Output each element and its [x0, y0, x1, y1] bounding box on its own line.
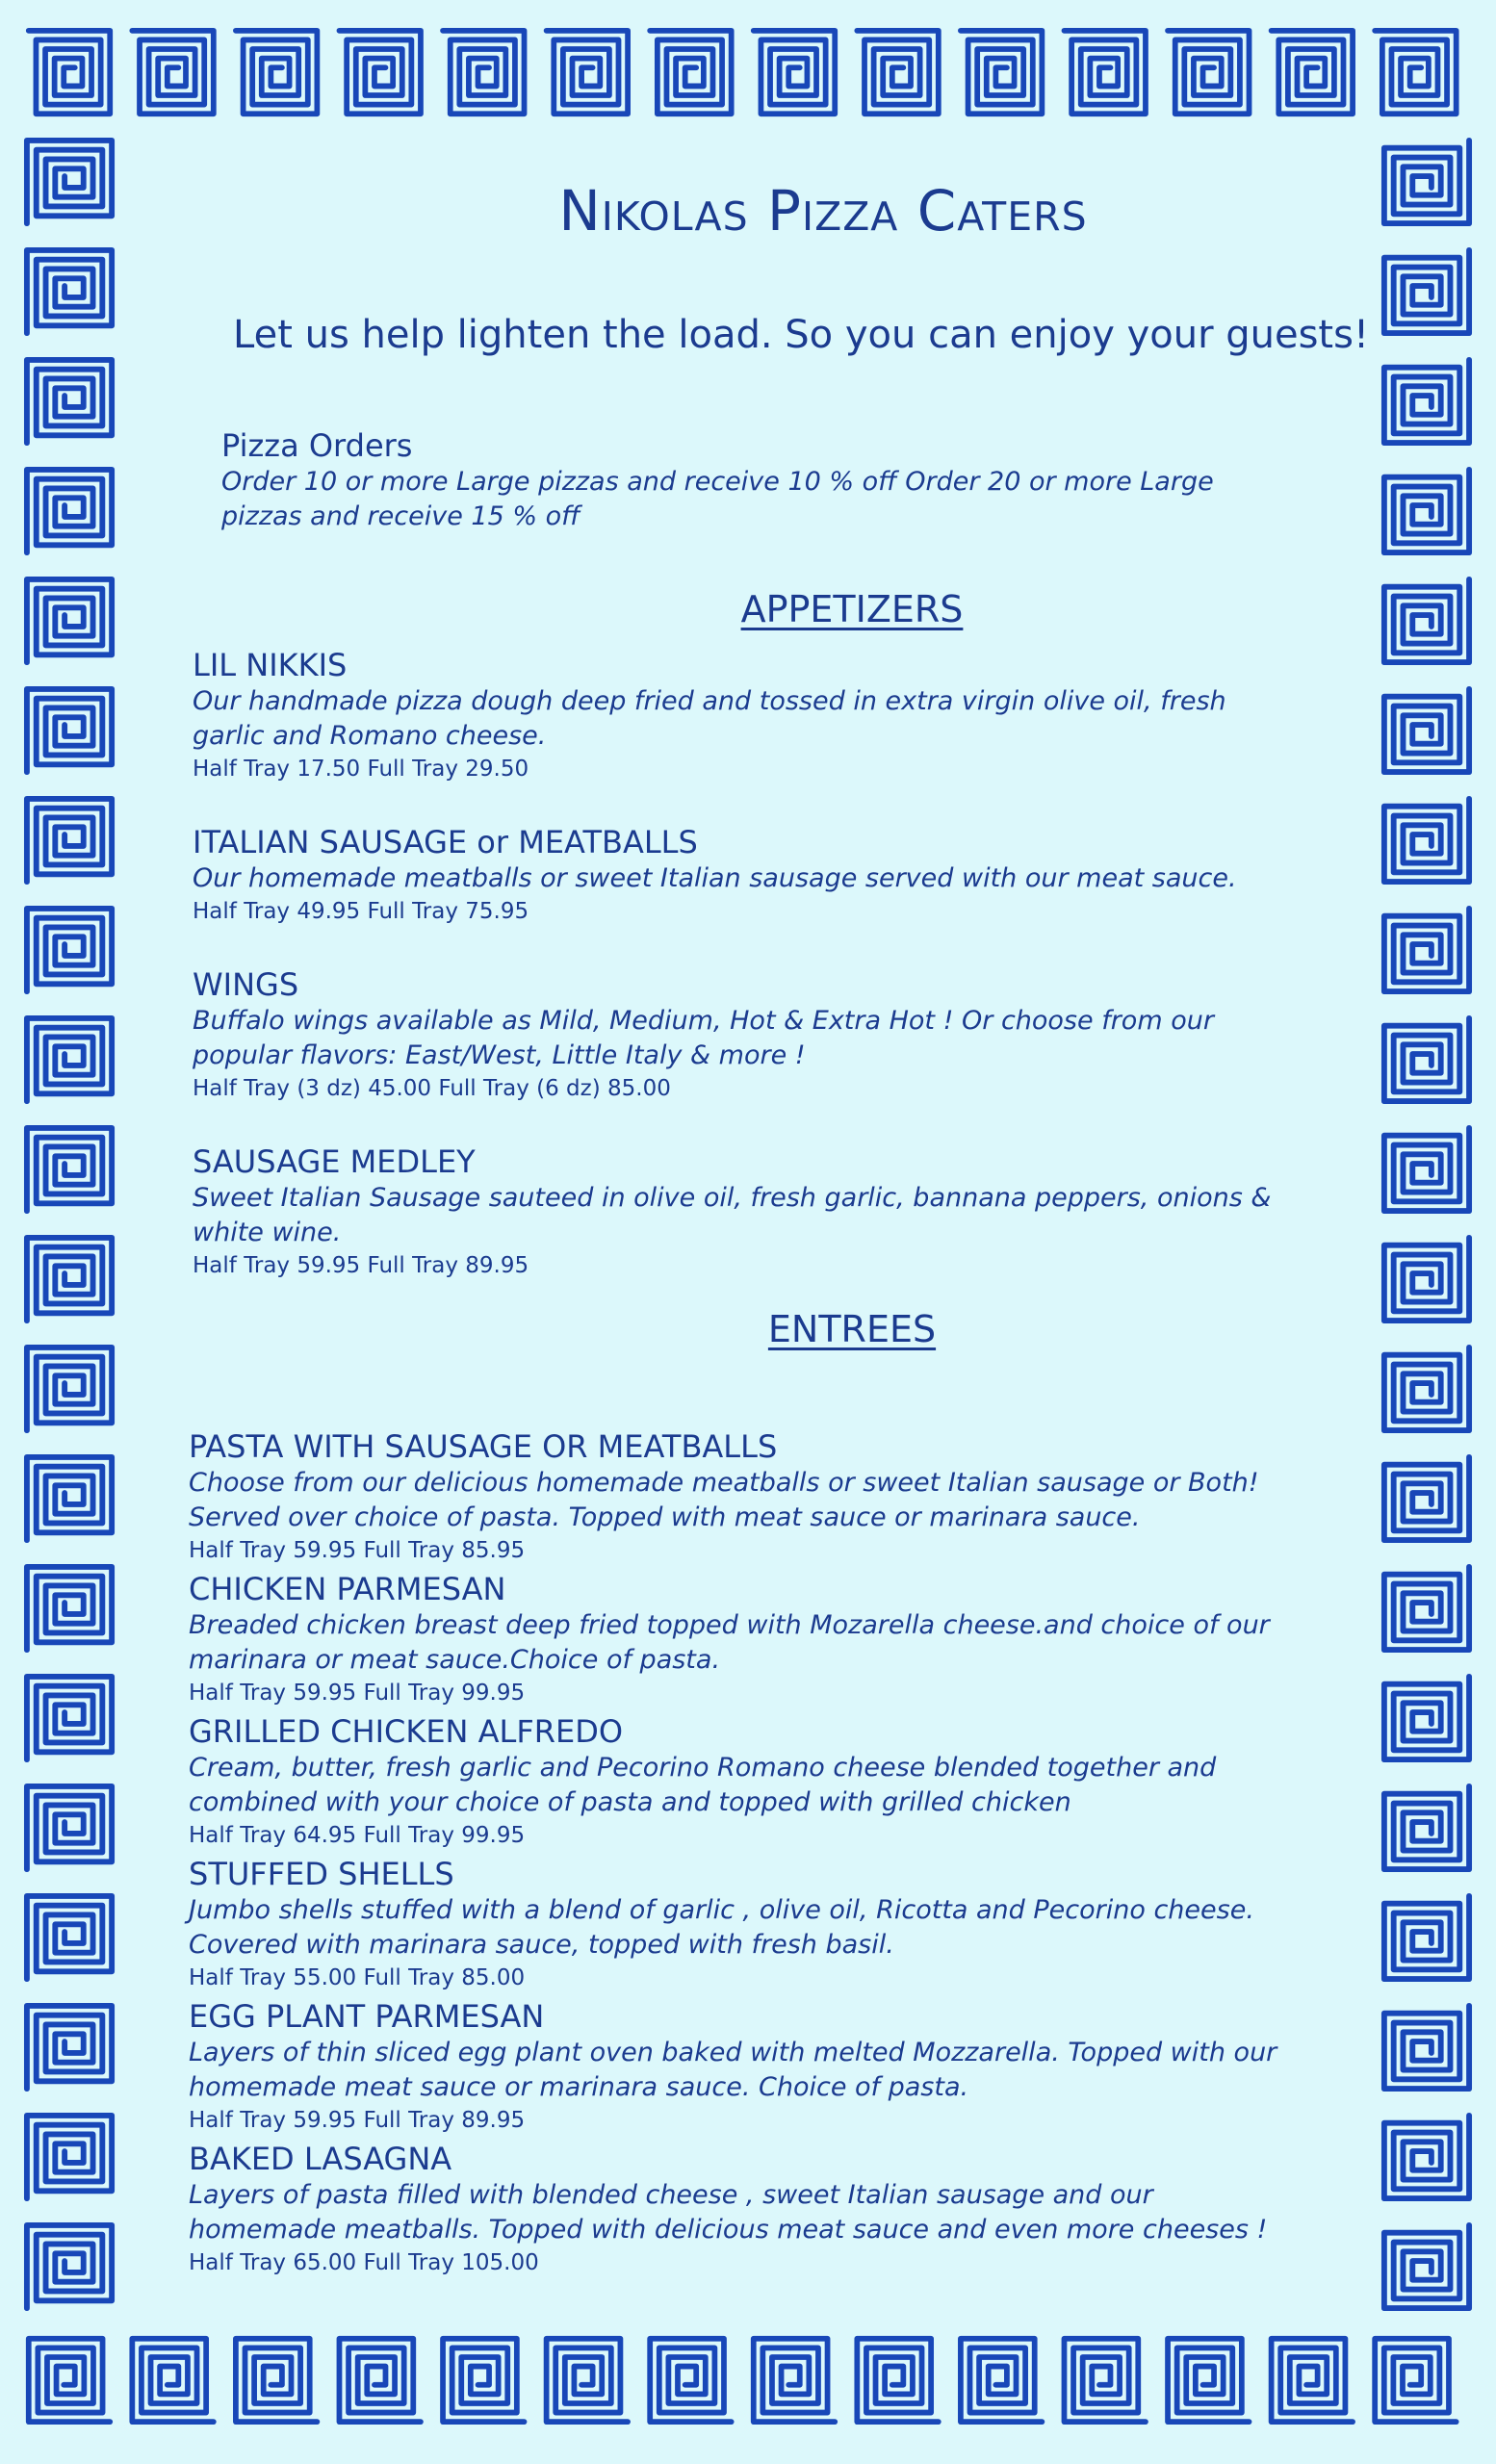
greek-key-spiral-icon [29, 31, 110, 114]
menu-item [189, 1570, 1296, 1708]
item-description: Our homemade meatballs or sweet Italian sausage served with our meat sauce. [193, 863, 1237, 893]
greek-key-spiral-icon [1384, 1677, 1469, 1759]
greek-key-spiral-icon [132, 2339, 213, 2422]
greek-key-spiral-icon [236, 31, 317, 114]
item-price: Half Tray 59.95 Full Tray 89.95 [193, 1253, 529, 1278]
greek-key-spiral-icon [857, 2339, 938, 2422]
greek-key-spiral-icon [27, 1018, 112, 1101]
greek-key-spiral-icon [1384, 1128, 1469, 1211]
item-name: SAUSAGE MEDLEY [193, 1143, 476, 1180]
item-price: Half Tray 55.00 Full Tray 85.00 [189, 1965, 526, 1990]
greek-key-spiral-icon [27, 1896, 112, 1979]
item-description: Layers of pasta filled with blended cheese , sweet Italian sausage and our homemade meatballs. Topped with delicious meat sauce and even more cheeses ! [189, 2180, 1268, 2245]
menu-item [189, 1427, 1296, 1566]
greek-key-spiral-icon [443, 2339, 524, 2422]
greek-key-spiral-icon [27, 360, 112, 443]
greek-key-spiral-icon [339, 2339, 420, 2422]
greek-key-spiral-icon [27, 1786, 112, 1869]
pizza-orders-title: Pizza Orders [221, 427, 413, 464]
greek-key-spiral-icon [1384, 799, 1469, 882]
greek-key-spiral-icon [1384, 1567, 1469, 1650]
greek-key-spiral-icon [132, 31, 213, 114]
item-price: Half Tray 59.95 Full Tray 85.95 [189, 1538, 526, 1563]
appetizers-list [193, 646, 1328, 1281]
greek-key-spiral-icon [650, 31, 731, 114]
greek-key-spiral-icon [1375, 2339, 1456, 2422]
greek-key-spiral-icon [1064, 2339, 1145, 2422]
greek-key-spiral-icon [27, 1128, 112, 1211]
greek-key-spiral-icon [857, 31, 938, 114]
greek-key-spiral-icon [650, 2339, 731, 2422]
greek-key-spiral-icon [961, 2339, 1042, 2422]
entrees-heading: ENTREES [767, 1308, 937, 1350]
greek-key-spiral-icon [27, 470, 112, 552]
menu-item [189, 2140, 1296, 2278]
item-description: Our handmade pizza dough deep fried and tossed in extra virgin olive oil, fresh garlic and Romano cheese. [193, 686, 1226, 751]
greek-key-spiral-icon [1064, 31, 1145, 114]
menu-item [193, 823, 1300, 927]
menu-item [189, 1712, 1296, 1851]
greek-key-spiral-icon [1384, 1896, 1469, 1979]
menu-item [189, 1997, 1296, 2136]
item-price: Half Tray 59.95 Full Tray 99.95 [189, 1681, 526, 1706]
item-description: Jumbo shells stuffed with a blend of garlic , olive oil, Ricotta and Pecorino cheese. Covered with marinara sauce, topped with fresh basil. [189, 1895, 1254, 1960]
item-name: ITALIAN SAUSAGE or MEATBALLS [193, 824, 698, 860]
item-price: Half Tray 17.50 Full Tray 29.50 [193, 757, 529, 782]
greek-key-spiral-icon [547, 31, 628, 114]
greek-key-spiral-icon [27, 1238, 112, 1321]
item-price: Half Tray 59.95 Full Tray 89.95 [189, 2108, 526, 2133]
item-name: STUFFED SHELLS [189, 1856, 454, 1892]
item-name: WINGS [193, 966, 299, 1003]
menu-content [189, 168, 1369, 2282]
greek-key-spiral-icon [29, 2339, 110, 2422]
greek-key-spiral-icon [1384, 909, 1469, 991]
greek-key-spiral-icon [27, 1677, 112, 1759]
greek-key-spiral-icon [27, 1457, 112, 1540]
item-price: Half Tray 64.95 Full Tray 99.95 [189, 1823, 526, 1848]
greek-key-spiral-icon [339, 31, 420, 114]
item-description: Cream, butter, fresh garlic and Pecorino Romano cheese blended together and combined with your choice of pasta and topped with grilled chicken [189, 1753, 1217, 1817]
menu-item [189, 1855, 1296, 1993]
greek-key-spiral-icon [1384, 141, 1469, 223]
greek-key-spiral-icon [1384, 2225, 1469, 2308]
menu-item [193, 965, 1300, 1104]
item-price: Half Tray 65.00 Full Tray 105.00 [189, 2250, 539, 2275]
item-description: Breaded chicken breast deep fried topped with Mozarella cheese.and choice of our marinara or meat sauce.Choice of pasta. [189, 1610, 1270, 1675]
greek-key-spiral-icon [1384, 1457, 1469, 1540]
greek-key-spiral-icon [27, 2225, 112, 2308]
greek-key-spiral-icon [961, 31, 1042, 114]
greek-key-spiral-icon [1375, 31, 1456, 114]
item-description: Sweet Italian Sausage sauteed in olive oil, fresh garlic, bannana peppers, onions & white wine. [193, 1183, 1272, 1247]
greek-key-spiral-icon [754, 31, 835, 114]
pizza-orders-section [221, 426, 1290, 534]
item-price: Half Tray (3 dz) 45.00 Full Tray (6 dz) 85.00 [193, 1076, 671, 1101]
greek-key-spiral-icon [1384, 2116, 1469, 2198]
greek-key-spiral-icon [27, 689, 112, 772]
greek-key-spiral-icon [1384, 360, 1469, 443]
greek-key-spiral-icon [443, 31, 524, 114]
item-description: Choose from our delicious homemade meatballs or sweet Italian sausage or Both! Served over choice of pasta. Topped with meat sauce or marinara sauce. [189, 1468, 1259, 1532]
greek-key-spiral-icon [27, 579, 112, 662]
tagline: Let us help lighten the load. So you can enjoy your guests! [233, 313, 1369, 357]
menu-item [193, 1142, 1300, 1281]
greek-key-spiral-icon [27, 1348, 112, 1430]
greek-key-spiral-icon [27, 799, 112, 882]
entrees-list [189, 1427, 1328, 2278]
item-name: CHICKEN PARMESAN [189, 1571, 506, 1607]
item-price: Half Tray 49.95 Full Tray 75.95 [193, 899, 529, 924]
greek-key-spiral-icon [1384, 1238, 1469, 1321]
greek-key-spiral-icon [1272, 31, 1353, 114]
item-name: LIL NIKKIS [193, 647, 348, 683]
item-name: EGG PLANT PARMESAN [189, 1998, 545, 2035]
greek-key-spiral-icon [1384, 1018, 1469, 1101]
pizza-orders-description: Order 10 or more Large pizzas and receive 10 % off Order 20 or more Large pizzas and receive 15 % off [221, 467, 1214, 531]
page-title: Nikolas Pizza Caters [558, 178, 1088, 244]
greek-key-spiral-icon [754, 2339, 835, 2422]
greek-key-spiral-icon [1384, 470, 1469, 552]
greek-key-spiral-icon [27, 1567, 112, 1650]
greek-key-spiral-icon [1272, 2339, 1353, 2422]
item-name: PASTA WITH SAUSAGE OR MEATBALLS [189, 1428, 778, 1465]
greek-key-spiral-icon [27, 2116, 112, 2198]
item-description: Buffalo wings available as Mild, Medium, Hot & Extra Hot ! Or choose from our popular flavors: East/West, Little Italy & more ! [193, 1006, 1214, 1070]
greek-key-spiral-icon [1384, 579, 1469, 662]
greek-key-spiral-icon [1384, 1348, 1469, 1430]
greek-key-spiral-icon [1384, 689, 1469, 772]
greek-key-spiral-icon [1384, 2006, 1469, 2089]
item-name: BAKED LASAGNA [189, 2141, 452, 2177]
greek-key-spiral-icon [1168, 31, 1249, 114]
greek-key-spiral-icon [27, 909, 112, 991]
item-description: Layers of thin sliced egg plant oven baked with melted Mozzarella. Topped with our homemade meat sauce or marinara sauce. Choice of pasta. [189, 2038, 1277, 2102]
greek-key-spiral-icon [27, 141, 112, 223]
greek-key-spiral-icon [236, 2339, 317, 2422]
appetizers-heading: APPETIZERS [740, 588, 964, 630]
item-name: GRILLED CHICKEN ALFREDO [189, 1713, 624, 1750]
greek-key-spiral-icon [1384, 1786, 1469, 1869]
greek-key-spiral-icon [547, 2339, 628, 2422]
greek-key-spiral-icon [1168, 2339, 1249, 2422]
menu-item [193, 646, 1300, 784]
greek-key-spiral-icon [27, 250, 112, 333]
greek-key-spiral-icon [27, 2006, 112, 2089]
greek-key-spiral-icon [1384, 250, 1469, 333]
